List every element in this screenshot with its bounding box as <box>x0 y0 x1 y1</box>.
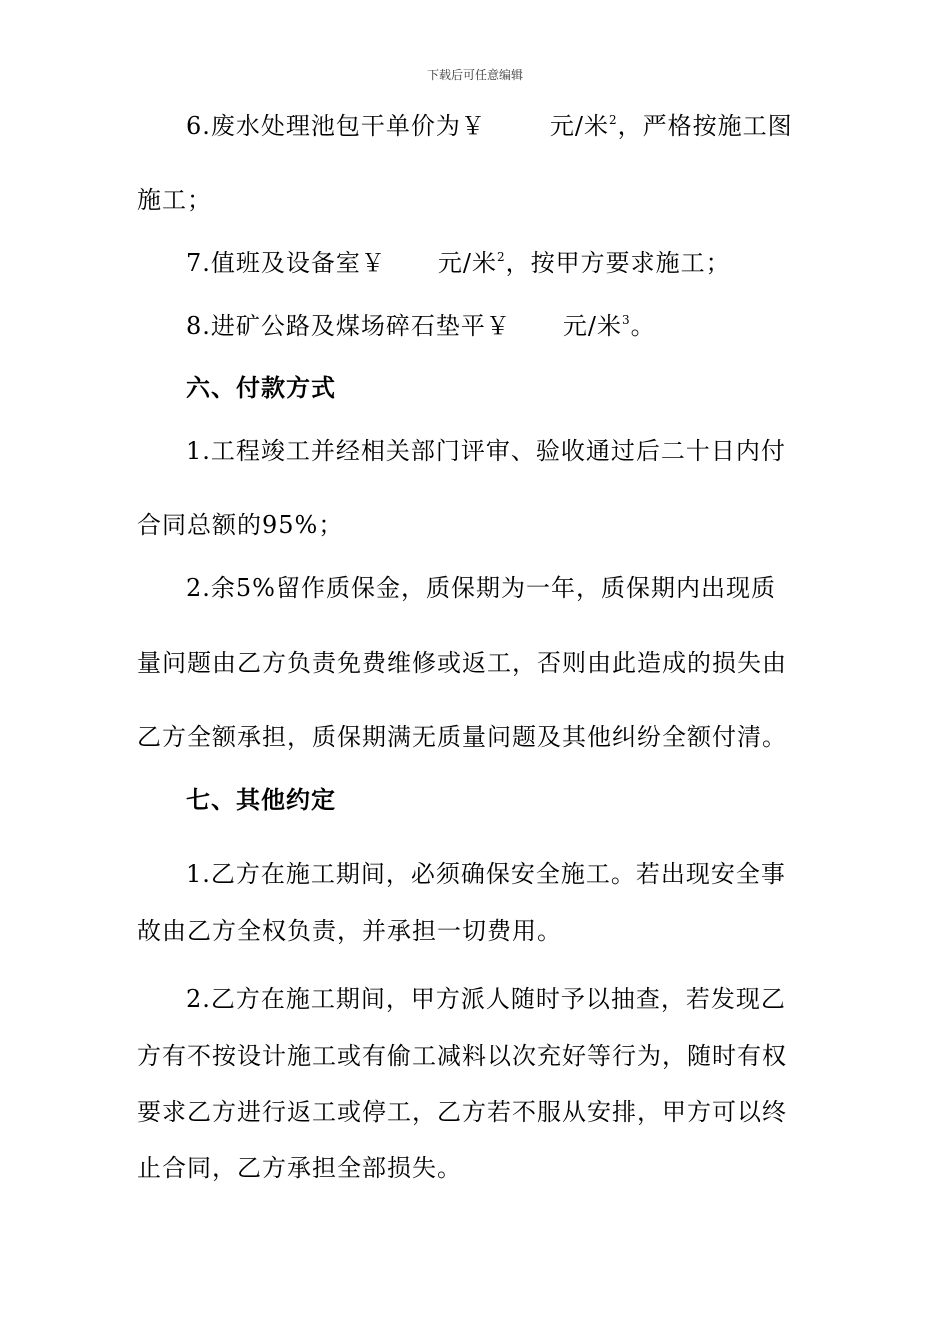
section-7-heading: 七、其他约定 <box>186 785 336 814</box>
item-6-sup: 2 <box>609 113 618 127</box>
other-2-line-4: 止合同，乙方承担全部损失。 <box>137 1154 462 1182</box>
payment-2-line-2: 量问题由乙方负责免费维修或返工，否则由此造成的损失由 <box>137 649 787 677</box>
item-6-prefix: 6.废水处理池包干单价为￥ <box>186 112 486 140</box>
other-1-line-2: 故由乙方全权负责，并承担一切费用。 <box>137 917 562 945</box>
other-2-line-2: 方有不按设计施工或有偷工减料以次充好等行为，随时有权 <box>137 1042 787 1070</box>
item-8-line <box>186 311 656 341</box>
item-8-suffix: 。 <box>630 312 656 340</box>
item-7-prefix: 7.值班及设备室￥ <box>186 249 386 277</box>
item-8-sup: 3 <box>622 313 631 327</box>
item-7-unit: 元/米 <box>437 249 497 277</box>
other-2-line-3: 要求乙方进行返工或停工，乙方若不服从安排，甲方可以终 <box>137 1098 787 1126</box>
other-1-line-1: 1.乙方在施工期间，必须确保安全施工。若出现安全事 <box>186 860 786 888</box>
page-header: 下载后可任意编辑 <box>426 68 523 82</box>
payment-2-line-1: 2.余5%留作质保金，质保期为一年，质保期内出现质 <box>186 574 776 602</box>
payment-1-line-1: 1.工程竣工并经相关部门评审、验收通过后二十日内付 <box>186 437 786 465</box>
payment-1-line-2: 合同总额的95%； <box>137 511 344 539</box>
item-7-suffix: ，按甲方要求施工； <box>505 249 731 277</box>
item-8-unit: 元/米 <box>562 312 622 340</box>
item-6-unit: 元/米 <box>549 112 609 140</box>
other-2-line-1: 2.乙方在施工期间，甲方派人随时予以抽查，若发现乙 <box>186 985 786 1013</box>
item-6-line-1 <box>186 111 793 141</box>
item-7-sup: 2 <box>497 250 506 264</box>
item-6-line-2: 施工； <box>137 186 212 214</box>
section-6-heading: 六、付款方式 <box>186 373 336 402</box>
payment-2-line-3: 乙方全额承担，质保期满无质量问题及其他纠纷全额付清。 <box>137 723 787 751</box>
item-7-line <box>186 248 731 278</box>
item-8-prefix: 8.进矿公路及煤场碎石垫平￥ <box>186 312 511 340</box>
item-6-suffix: ，严格按施工图 <box>617 112 793 140</box>
